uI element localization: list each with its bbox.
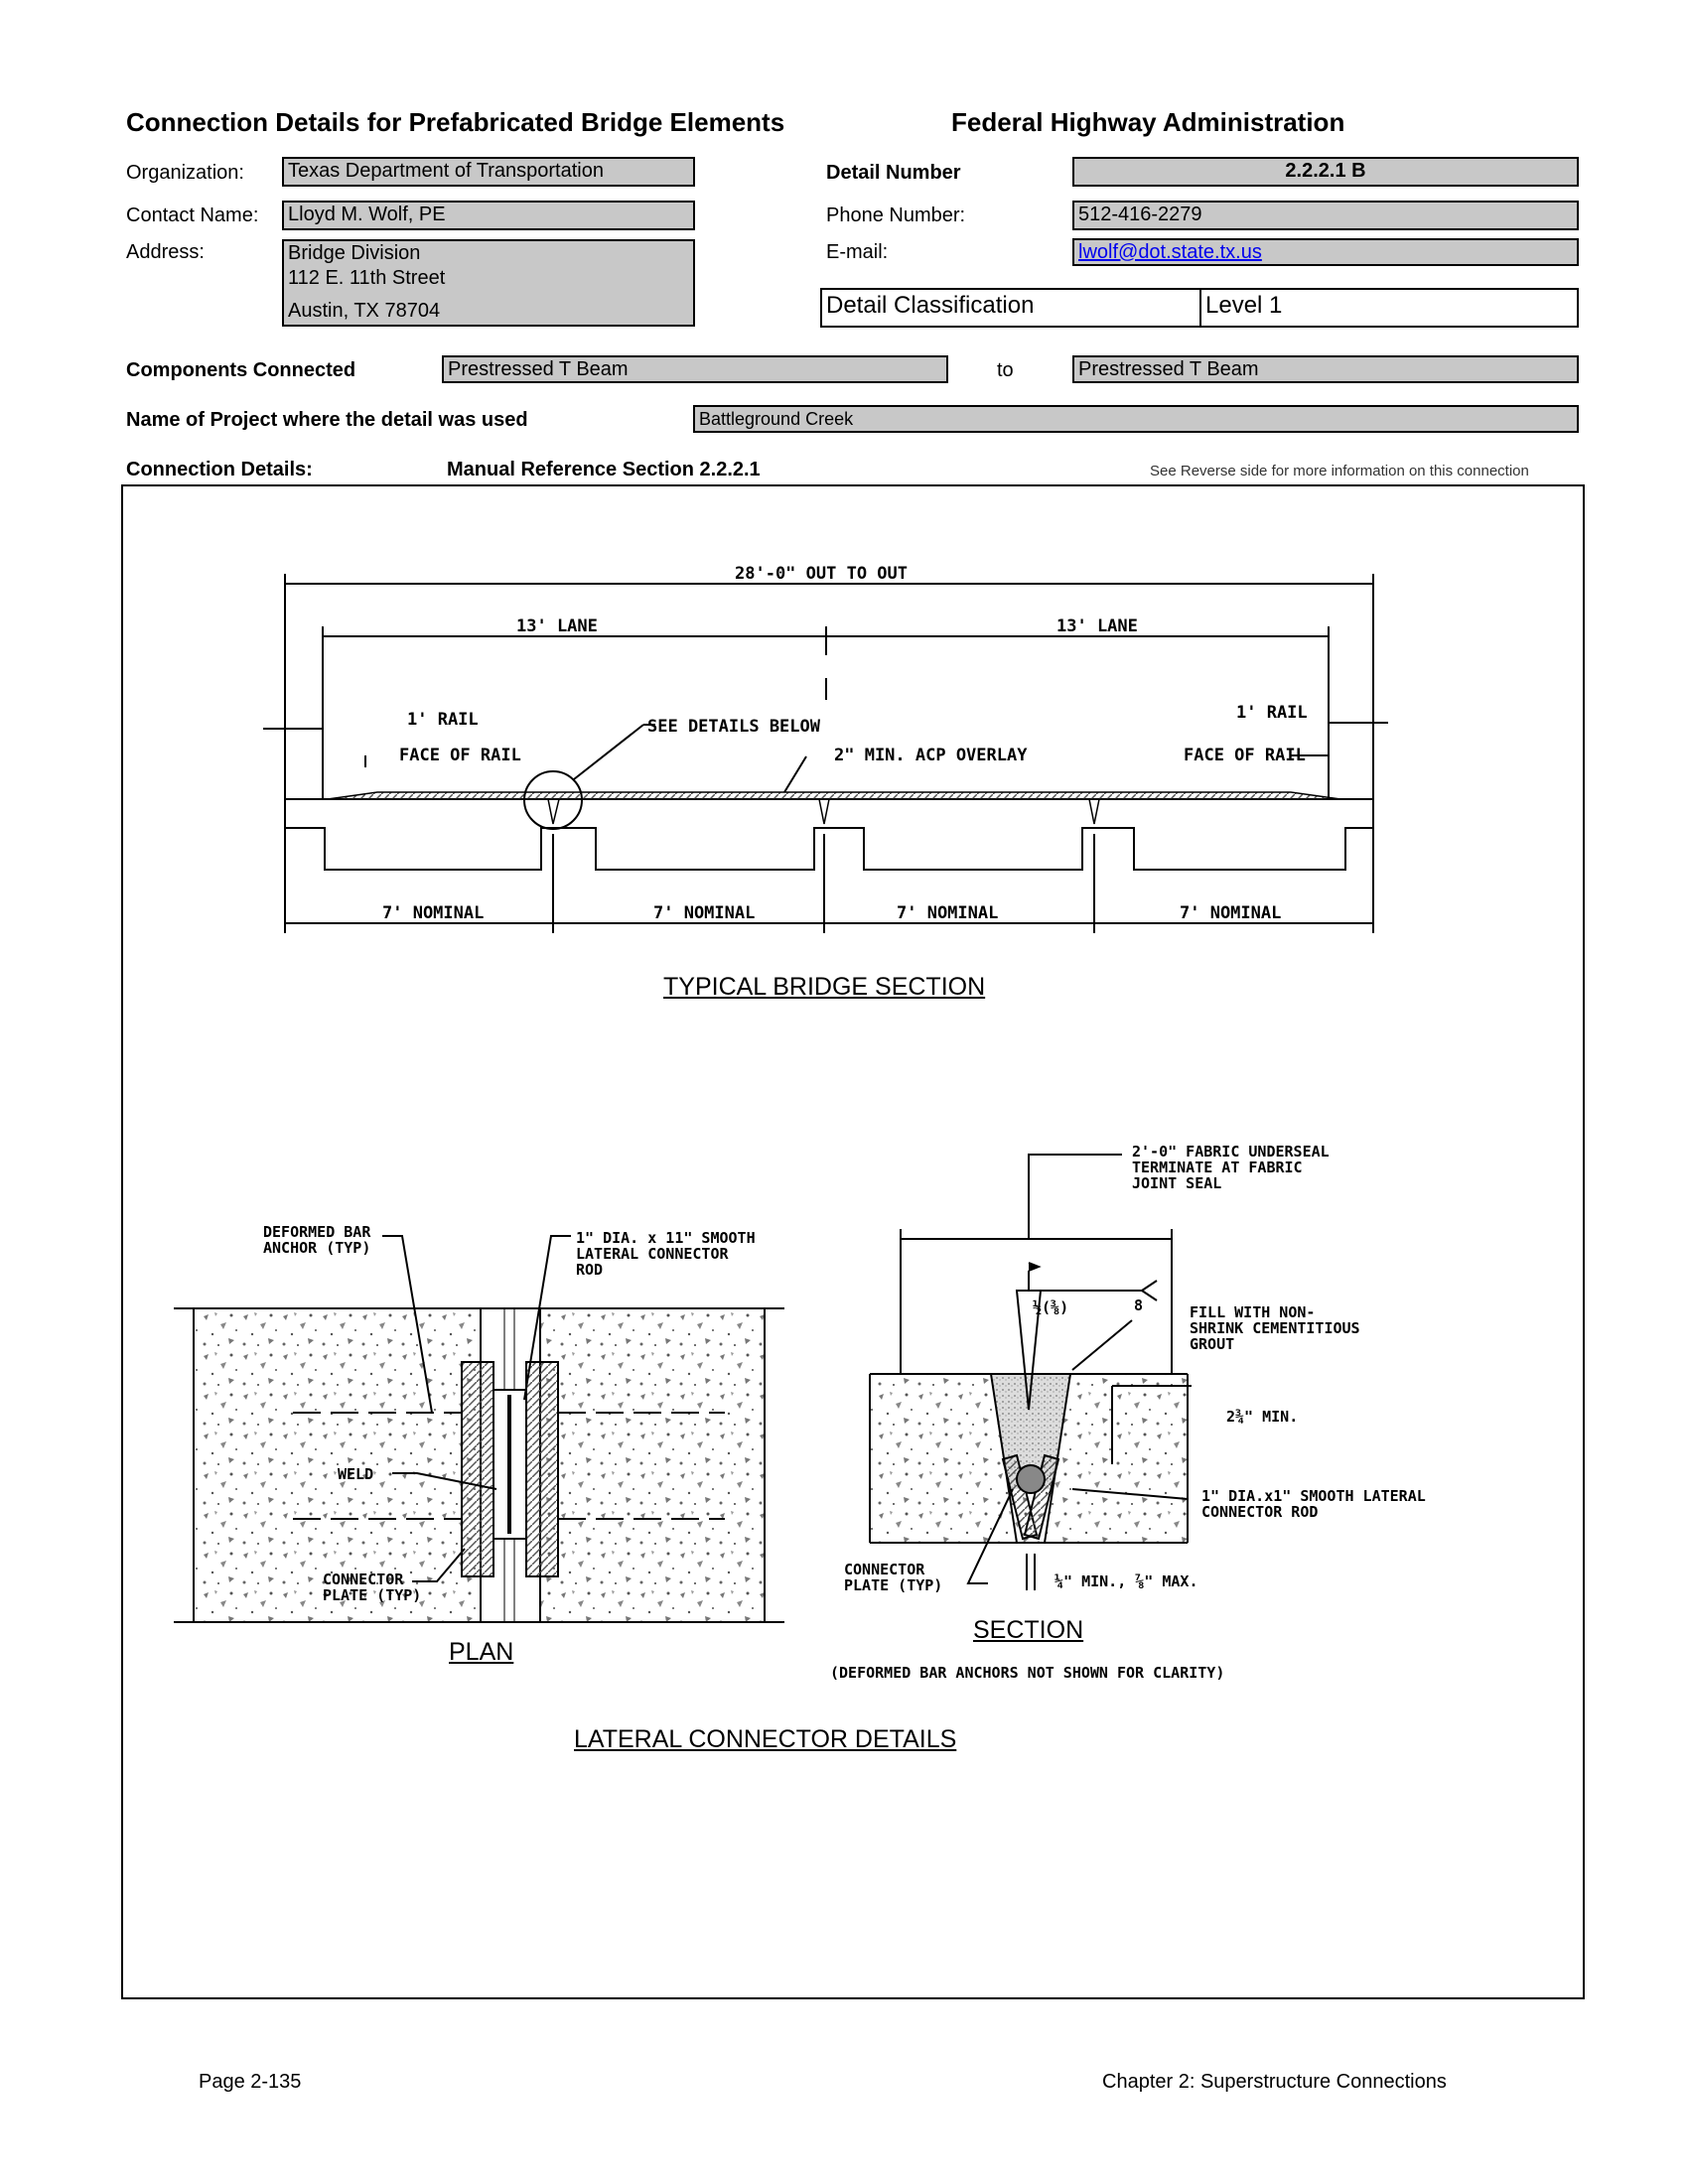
classification-value: Level 1 — [1199, 288, 1579, 328]
sec-rod-line1: 1" DIA.x1" SMOOTH LATERAL — [1201, 1487, 1426, 1505]
organization-field: Texas Department of Transportation — [282, 157, 695, 187]
agency-name: Federal Highway Administration — [951, 107, 1345, 137]
sec-rod-line2: CONNECTOR ROD — [1201, 1503, 1319, 1521]
sec-fill-line2: SHRINK CEMENTITIOUS — [1190, 1319, 1360, 1337]
address-line1: Bridge Division — [288, 242, 421, 264]
plan-anchor-line2: ANCHOR (TYP) — [263, 1239, 371, 1257]
detail-number-field: 2.2.2.1 B — [1072, 157, 1579, 187]
plan-weld-label: WELD — [338, 1465, 374, 1483]
face-rail-left-label: FACE OF RAIL — [399, 746, 521, 765]
page-number: Page 2-135 — [199, 2071, 302, 2093]
lateral-details-title: LATERAL CONNECTOR DETAILS — [574, 1725, 957, 1753]
contact-label: Contact Name: — [126, 205, 259, 226]
detail-number-label: Detail Number — [826, 162, 961, 184]
plan-anchor-line1: DEFORMED BAR — [263, 1223, 371, 1241]
component-to-field: Prestressed T Beam — [1072, 355, 1579, 383]
section-detail — [830, 1143, 1426, 1682]
sec-fill-line1: FILL WITH NON- — [1190, 1303, 1316, 1321]
sec-plate-line2: PLATE (TYP) — [844, 1576, 943, 1594]
classification-label: Detail Classification — [820, 288, 1201, 328]
phone-label: Phone Number: — [826, 205, 966, 226]
plan-rod-line2: LATERAL CONNECTOR — [576, 1245, 729, 1263]
plan-title: PLAN — [449, 1638, 514, 1666]
contact-field: Lloyd M. Wolf, PE — [282, 201, 695, 230]
lane-left-label: 13' LANE — [516, 616, 598, 636]
nominal-label-4: 7' NOMINAL — [1180, 903, 1282, 923]
address-line3: Austin, TX 78704 — [288, 300, 441, 322]
overlay-label: 2" MIN. ACP OVERLAY — [834, 746, 1028, 765]
plan-rod-line1: 1" DIA. x 11" SMOOTH — [576, 1229, 756, 1247]
sec-gap-label: ¼" MIN., ⅞" MAX. — [1055, 1572, 1198, 1590]
project-label: Name of Project where the detail was used — [126, 409, 528, 431]
lane-right-label: 13' LANE — [1056, 616, 1138, 636]
phone-field: 512-416-2279 — [1072, 201, 1579, 230]
sec-fabric-line1: 2'-0" FABRIC UNDERSEAL — [1132, 1143, 1330, 1160]
email-label: E-mail: — [826, 241, 889, 263]
sec-weld-symbol: ½(⅜) — [1033, 1298, 1069, 1316]
section-title: SECTION — [973, 1616, 1084, 1644]
plan-rod-line3: ROD — [576, 1261, 604, 1279]
sec-weld-number: 8 — [1134, 1297, 1144, 1314]
sec-fill-line3: GROUT — [1190, 1335, 1235, 1353]
nominal-label-3: 7' NOMINAL — [897, 903, 999, 923]
connection-details-label: Connection Details: — [126, 459, 313, 480]
rail-left-label: 1' RAIL — [407, 710, 479, 730]
chapter-label: Chapter 2: Superstructure Connections — [1102, 2071, 1447, 2093]
rail-right-label: 1' RAIL — [1236, 703, 1308, 723]
face-rail-right-label: FACE OF RAIL — [1184, 746, 1306, 765]
nominal-label-1: 7' NOMINAL — [382, 903, 485, 923]
address-label: Address: — [126, 241, 205, 263]
sec-fabric-line2: TERMINATE AT FABRIC — [1132, 1159, 1303, 1176]
sec-min-label: 2¾" MIN. — [1226, 1408, 1299, 1426]
overall-dim-label: 28'-0" OUT TO OUT — [735, 564, 908, 584]
email-link[interactable]: lwolf@dot.state.tx.us — [1078, 241, 1262, 263]
plan-plate-line1: CONNECTOR — [323, 1570, 404, 1588]
organization-label: Organization: — [126, 162, 244, 184]
project-field: Battleground Creek — [693, 405, 1579, 433]
sec-plate-line1: CONNECTOR — [844, 1561, 925, 1578]
sec-fabric-line3: JOINT SEAL — [1132, 1174, 1222, 1192]
plan-detail — [174, 1223, 784, 1622]
page-title: Connection Details for Prefabricated Bridge Elements — [126, 107, 785, 137]
components-label: Components Connected — [126, 359, 356, 381]
typical-section-title: TYPICAL BRIDGE SECTION — [663, 973, 986, 1001]
plan-plate-line2: PLATE (TYP) — [323, 1586, 422, 1604]
to-label: to — [997, 359, 1014, 381]
component-from-field: Prestressed T Beam — [442, 355, 948, 383]
sec-note: (DEFORMED BAR ANCHORS NOT SHOWN FOR CLARITY) — [830, 1664, 1225, 1682]
reverse-note: See Reverse side for more information on this connection — [1150, 463, 1529, 479]
address-line2: 112 E. 11th Street — [288, 267, 446, 289]
see-details-label: SEE DETAILS BELOW — [647, 717, 820, 737]
nominal-label-2: 7' NOMINAL — [653, 903, 756, 923]
manual-reference: Manual Reference Section 2.2.2.1 — [447, 459, 761, 480]
